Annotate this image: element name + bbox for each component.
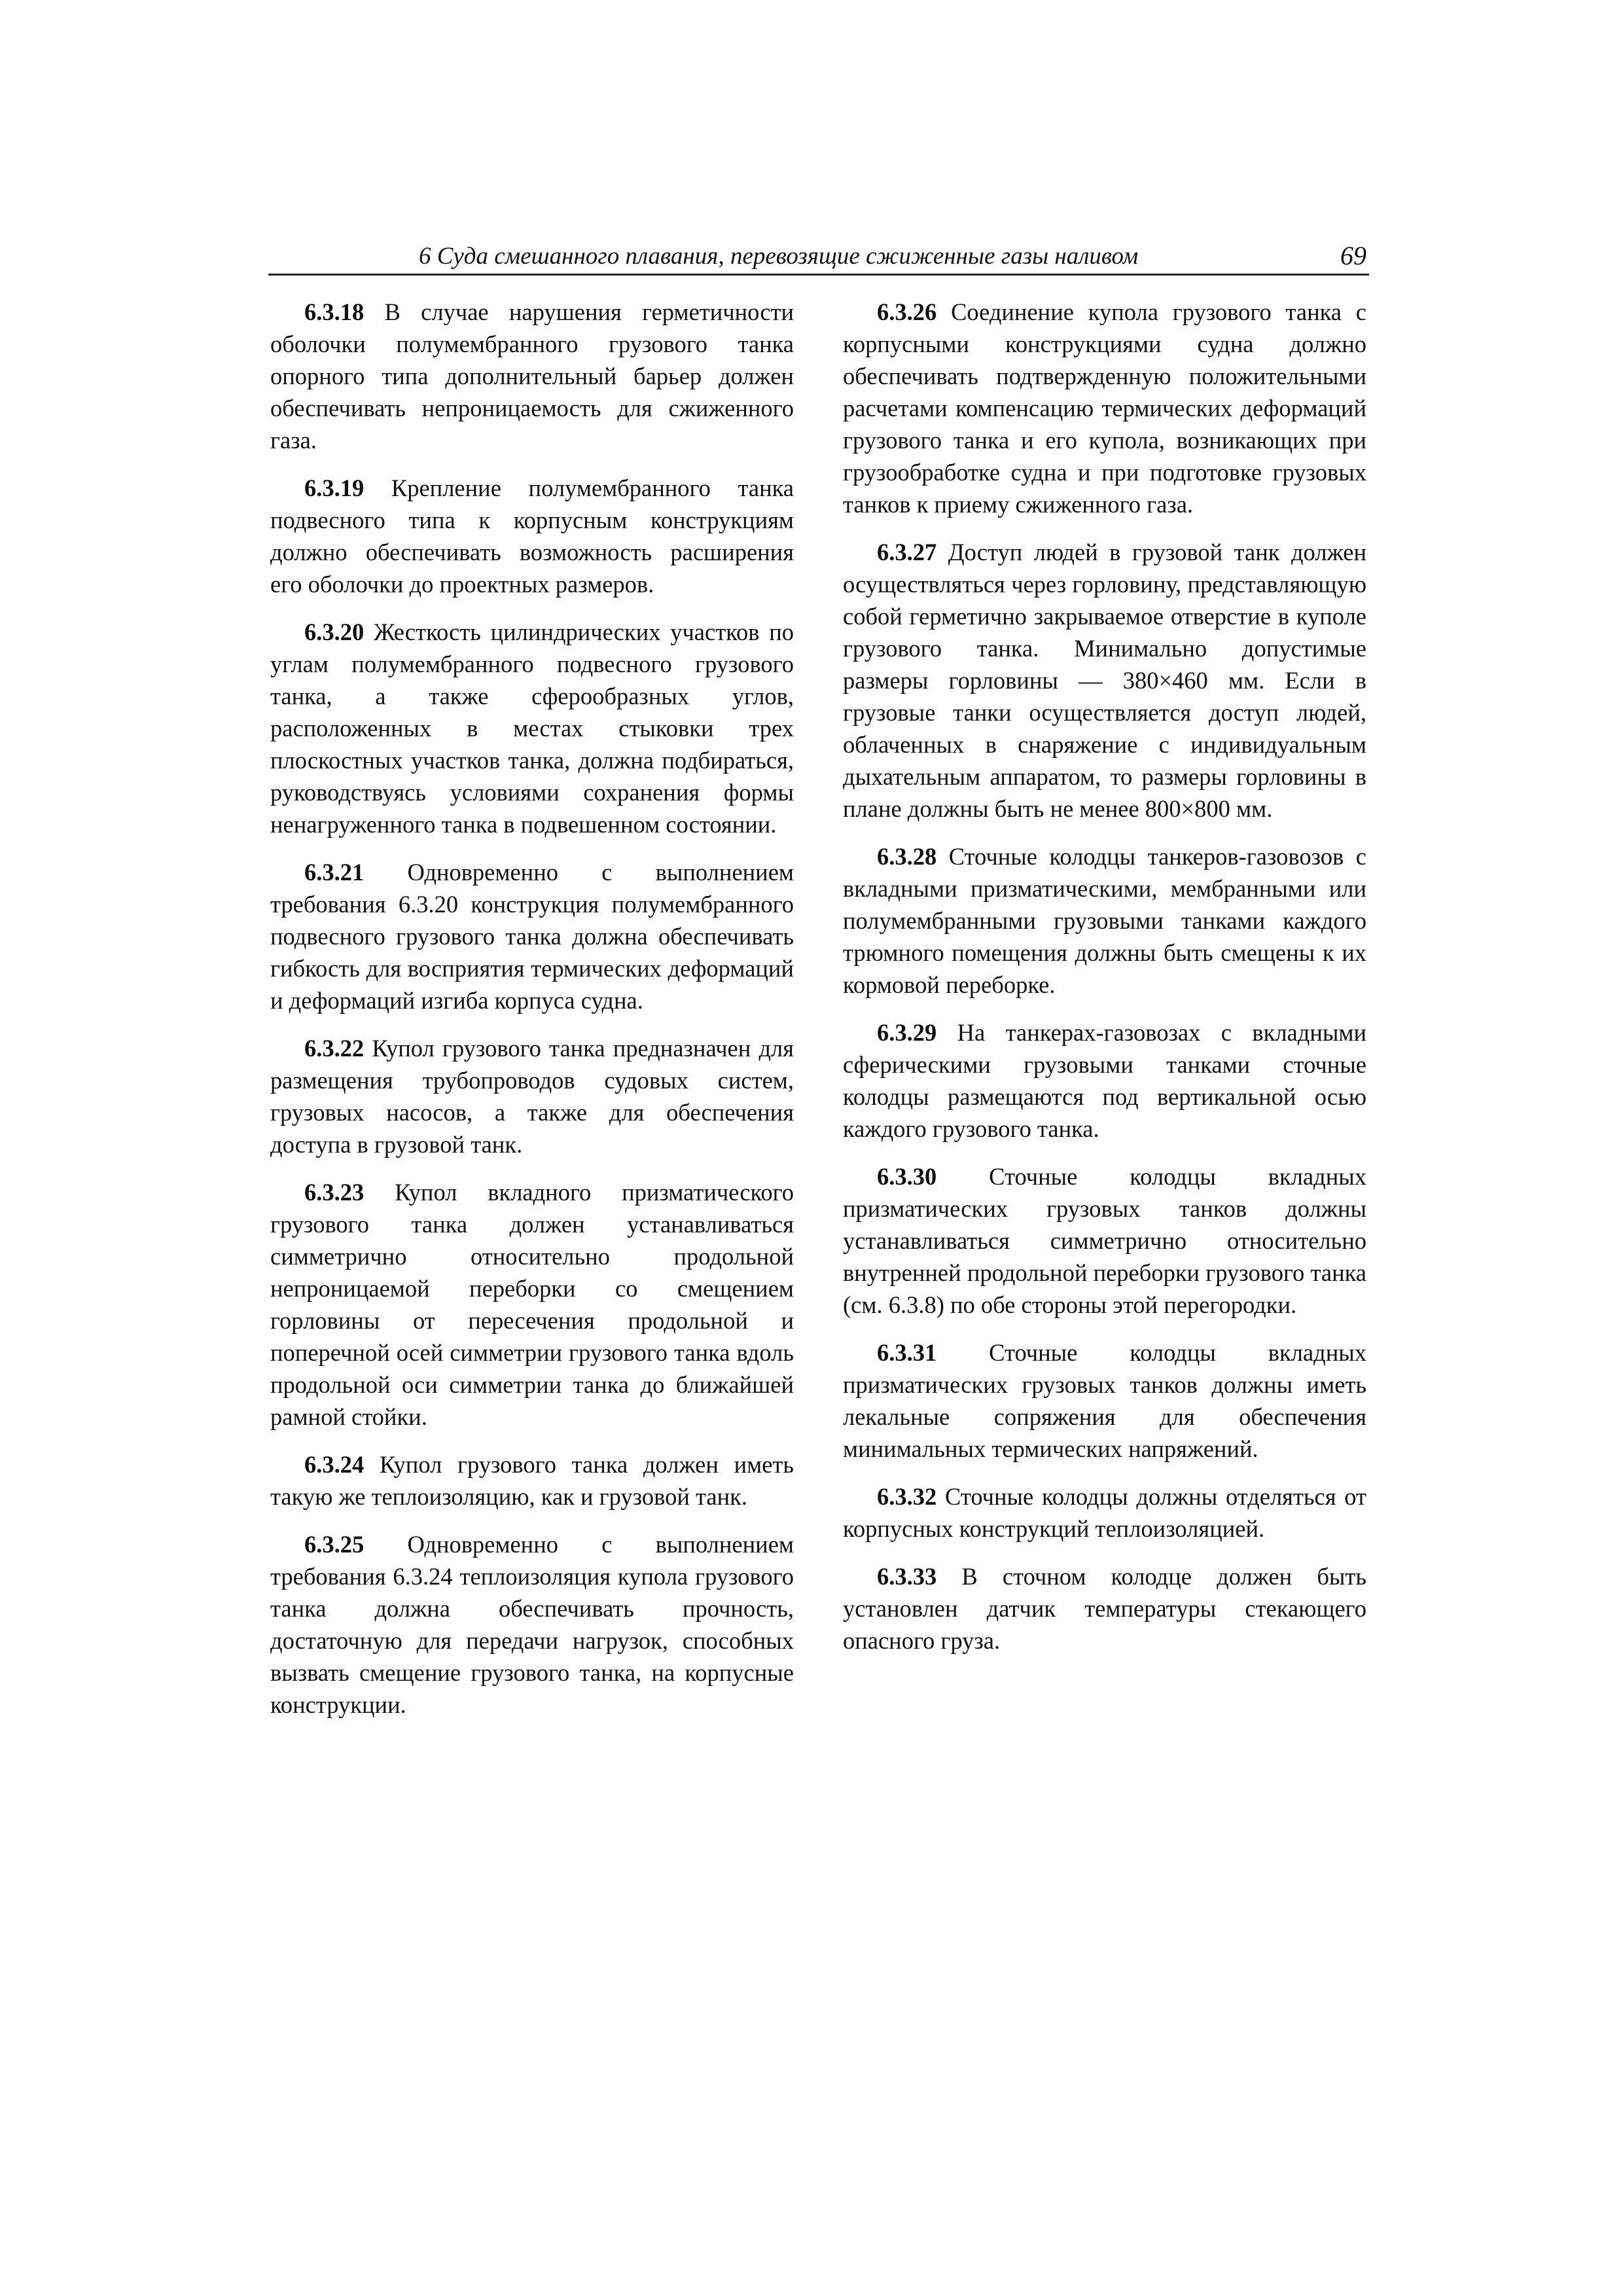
clause-text: Доступ людей в грузовой танк должен осуществляться через горловину, представляющую собой герметично закрываемое отверстие в куполе грузового танка. Минимально допустимые размеры горловины — 380×460 мм. Если в грузовые танки осуществляется доступ людей, облаченных в снаряжение с индивидуальным дыхательным аппаратом, то размеры горловины в плане должны быть не менее 800×800 мм. xyxy=(843,539,1367,822)
clause-text: Крепление полумембранного танка подвесного типа к корпусным конструкциям должно обеспечивать возможность расширения его оболочки до проектных размеров. xyxy=(270,475,794,598)
clause-number: 6.3.29 xyxy=(877,1019,937,1046)
clause-6-3-31 xyxy=(843,1336,1366,1465)
clause-text: Одновременно с выполнением требования 6.3.24 теплоизоляция купола грузового танка должна обеспечивать прочность, достаточную для передачи нагрузок, способных вызвать смещение грузового танка, на корпусные конструкции. xyxy=(270,1531,794,1718)
clause-number: 6.3.33 xyxy=(877,1563,937,1590)
clause-text: Купол грузового танка предназначен для размещения трубопроводов судовых систем, грузовых насосов, а также для обеспечения доступа в грузовой танк. xyxy=(270,1035,794,1158)
clause-number: 6.3.18 xyxy=(304,298,365,325)
clause-6-3-29 xyxy=(843,1016,1366,1145)
clause-number: 6.3.21 xyxy=(304,859,365,886)
clause-6-3-21 xyxy=(270,856,794,1016)
clause-number: 6.3.24 xyxy=(304,1451,365,1478)
clause-text: Сточные колодцы должны отделяться от корпусных конструкций теплоизоляцией. xyxy=(843,1483,1366,1542)
clause-text: Купол грузового танка должен иметь такую же теплоизоляцию, как и грузовой танк. xyxy=(270,1451,794,1510)
page-number: 69 xyxy=(1340,241,1366,270)
clause-6-3-33 xyxy=(843,1560,1366,1657)
clause-6-3-24 xyxy=(270,1448,794,1513)
clause-text: Купол вкладного призматического грузового танка должен устанавливаться симметрично относительно продольной непроницаемой переборки со смещением горловины от пересечения продольной и поперечной осей симметрии грузового танка вдоль продольной оси симметрии танка до ближайшей рамной стойки. xyxy=(270,1179,794,1430)
clause-6-3-25 xyxy=(270,1528,794,1721)
clause-number: 6.3.27 xyxy=(877,539,937,565)
right-column xyxy=(843,296,1366,1672)
clause-6-3-28 xyxy=(843,840,1366,1001)
clause-6-3-18 xyxy=(270,296,794,456)
clause-6-3-30 xyxy=(843,1160,1366,1321)
clause-6-3-23 xyxy=(270,1176,794,1433)
clause-number: 6.3.31 xyxy=(877,1339,937,1366)
clause-number: 6.3.25 xyxy=(304,1531,365,1558)
clause-text: В случае нарушения герметичности оболочки полумембранного грузового танка опорного типа дополнительный барьер должен обеспечивать непроницаемость для сжиженного газа. xyxy=(270,298,794,454)
clause-text: Одновременно с выполнением требования 6.3.20 конструкция полумембранного подвесного грузового танка должна обеспечивать гибкость для восприятия термических деформаций и деформаций изгиба корпуса судна. xyxy=(270,859,794,1014)
clause-number: 6.3.20 xyxy=(304,619,365,645)
clause-text: На танкерах-газовозах с вкладными сферическими грузовыми танками сточные колодцы размещаются под вертикальной осью каждого грузового танка. xyxy=(843,1019,1367,1142)
clause-6-3-20 xyxy=(270,616,794,840)
clause-text: Сточные колодцы танкеров-газовозов с вкладными призматическими, мембранными или полумембранными грузовыми танками каждого трюмного помещения должны быть смещены к их кормовой переборке. xyxy=(843,843,1366,998)
clause-text: Жесткость цилиндрических участков по углам полумембранного подвесного грузового танка, а также сферообразных углов, расположенных в местах стыковки трех плоскостных участков танка, должна подбираться, руководствуясь условиями сохранения формы ненагруженного танка в подвешенном состоянии. xyxy=(270,619,794,838)
clause-number: 6.3.28 xyxy=(877,843,937,870)
clause-6-3-27 xyxy=(843,536,1366,825)
clause-number: 6.3.19 xyxy=(304,475,365,501)
clause-text: Сточные колодцы вкладных призматических грузовых танков должны устанавливаться симметрично относительно внутренней продольной переборки грузового танка (см. 6.3.8) по обе стороны этой перегородки. xyxy=(843,1163,1367,1318)
clause-text: Соединение купола грузового танка с корпусными конструкциями судна должно обеспечивать подтвержденную положительными расчетами компенсацию термических деформаций грузового танка и его купола, возникающих при грузообработке судна и при подготовке грузовых танков к приему сжиженного газа. xyxy=(843,298,1367,518)
clause-number: 6.3.23 xyxy=(304,1179,365,1206)
clause-6-3-32 xyxy=(843,1480,1366,1545)
clause-6-3-26 xyxy=(843,296,1366,520)
clause-number: 6.3.32 xyxy=(877,1483,937,1510)
clause-text: Сточные колодцы вкладных призматических грузовых танков должны иметь лекальные сопряжения для обеспечения минимальных термических напряжений. xyxy=(843,1339,1367,1462)
clause-6-3-22 xyxy=(270,1032,794,1160)
clause-number: 6.3.22 xyxy=(304,1035,365,1062)
running-header-title: 6 Суда смешанного плавания, перевозящие сжиженные газы наливом xyxy=(419,243,1139,270)
running-header xyxy=(268,241,1369,276)
left-column xyxy=(270,296,794,1736)
clause-number: 6.3.26 xyxy=(877,298,937,325)
clause-text: В сточном колодце должен быть установлен датчик температуры стекающего опасного груза. xyxy=(843,1563,1367,1654)
clause-number: 6.3.30 xyxy=(877,1163,937,1190)
clause-6-3-19 xyxy=(270,472,794,600)
